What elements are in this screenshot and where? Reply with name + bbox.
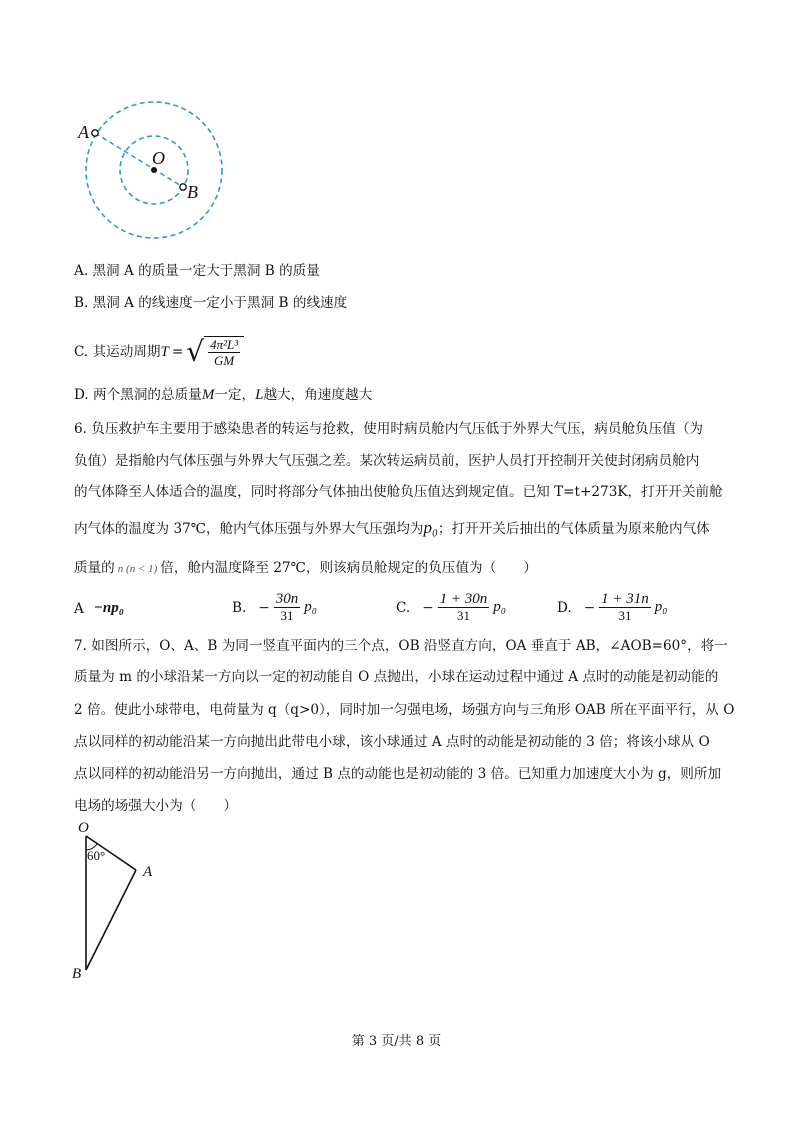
- q5-option-c: [74, 332, 244, 372]
- q6-option-d-frac: [599, 592, 651, 623]
- label-a: A: [143, 864, 153, 880]
- q6-option-c-frac: [438, 592, 490, 623]
- triangle-figure: [68, 818, 168, 983]
- q6-line-5b: 倍，舱内温度降至 27℃，则该病员舱规定的负压值为（ ）: [160, 560, 537, 576]
- q6-n: n (n < 1): [117, 563, 158, 575]
- q6-option-b-sign: −: [258, 599, 270, 616]
- q6-option-b-p: p₀: [304, 599, 317, 615]
- q6-option-c: [396, 592, 506, 623]
- q6-line-4a: 内气体的温度为 37℃，舱内气体压强与外界大气压强均为: [74, 521, 424, 537]
- q6-line-4: [74, 518, 710, 539]
- q6-line-2: 负值）是指舱内气体压强与外界大气压强之差。某次转运病员前，医护人员打开控制开关使封闭病员舱内: [74, 453, 700, 469]
- q5-option-d: [74, 385, 372, 405]
- q6-line-3: 的气体降至人体适合的温度，同时将部分气体抽出使舱负压值达到规定值。已知 T=t+273K，打开开关前舱: [74, 484, 723, 500]
- connecting-line: [95, 133, 183, 187]
- q6-option-b-label: B.: [232, 599, 247, 616]
- q5-option-d-1: D. 两个黑洞的总质量: [74, 387, 202, 403]
- q6-option-d-num: 1 + 31n: [601, 591, 649, 607]
- q6-option-d-label: D.: [557, 599, 572, 616]
- period-den: GM: [214, 353, 235, 368]
- period-num: 4π²L³: [210, 337, 239, 352]
- q6-option-c-p: p₀: [493, 599, 506, 615]
- q5-option-d-m: M: [201, 387, 215, 403]
- q5-option-a: A. 黑洞 A 的质量一定大于黑洞 B 的质量: [74, 263, 320, 279]
- label-b: B: [72, 966, 82, 982]
- segment-ab: [86, 870, 136, 970]
- q6-option-c-num: 1 + 30n: [439, 591, 488, 607]
- q6-option-c-label: C.: [396, 599, 411, 616]
- label-o: O: [78, 820, 89, 836]
- q6-option-d-den: 31: [618, 608, 632, 623]
- q6-option-b: [232, 592, 317, 623]
- period-fraction: [208, 337, 240, 368]
- q6-line-4b: ；打开开关后抽出的气体质量为原来舱内气体: [437, 521, 710, 537]
- q6-line-5a: 质量的: [74, 560, 115, 576]
- label-a: A: [78, 122, 89, 142]
- page-footer: 第 3 页/共 8 页: [351, 1034, 442, 1049]
- sqrt-sign: √: [186, 335, 205, 368]
- q7-line-6: 电场的场强大小为（ ）: [74, 798, 238, 814]
- q6-option-a-expr: −np₀: [93, 600, 124, 616]
- q5-option-c-eq: =: [171, 344, 184, 360]
- q5-option-d-3: 越大，角速度越大: [263, 387, 373, 403]
- q5-option-b: B. 黑洞 A 的线速度一定小于黑洞 B 的线速度: [74, 295, 348, 311]
- q6-line-1: 6. 负压救护车主要用于感染患者的转运与抢救，使用时病员舱内气压低于外界大气压，病员舱负压值（为: [74, 421, 704, 437]
- black-hole-b: [180, 184, 186, 190]
- q6-option-d-p: p₀: [654, 599, 668, 615]
- q5-option-d-2: 一定，: [214, 387, 256, 403]
- q6-option-b-num: 30n: [275, 591, 299, 607]
- q6-option-d: [557, 592, 667, 623]
- q6-p0: p₀: [423, 518, 438, 537]
- q7-line-1: 7. 如图所示，O、A、B 为同一竖直平面内的三个点，OB 沿竖直方向，OA 垂直于 AB，∠AOB=60°，将一: [74, 638, 728, 654]
- q7-line-5: 点以同样的初动能沿另一方向抛出，通过 B 点的动能也是初动能的 3 倍。已知重力加速度大小为 g，则所加: [74, 766, 722, 782]
- q5-option-c-prefix: C. 其运动周期: [74, 344, 161, 360]
- orbit-figure: [72, 98, 252, 268]
- q7-line-2: 质量为 m 的小球沿某一方向以一定的初动能自 O 点抛出，小球在运动过程中通过 A 点时的动能是初动能的: [74, 669, 719, 685]
- q6-option-c-sign: −: [422, 599, 434, 616]
- q7-line-3: 2 倍。使此小球带电，电荷量为 q（q>0），同时加一匀强电场，场强方向与三角形 OAB 所在平面平行，从 O: [74, 702, 735, 718]
- q6-option-b-den: 31: [280, 608, 294, 623]
- q6-option-a: [74, 600, 124, 617]
- label-o: O: [152, 148, 165, 168]
- label-angle: 60°: [87, 848, 106, 863]
- q5-option-d-l: L: [255, 387, 264, 403]
- q6-option-a-label: A: [74, 600, 84, 617]
- q5-option-c-t: T: [160, 344, 169, 360]
- q6-option-c-den: 31: [456, 608, 470, 623]
- sqrt-body: [204, 336, 244, 368]
- label-b: B: [187, 182, 198, 202]
- q6-line-5: [74, 558, 537, 579]
- black-hole-a: [92, 130, 98, 136]
- q7-line-4: 点以同样的初动能沿某一方向抛出此带电小球，该小球通过 A 点时的动能是初动能的 3 倍；将该小球从 O: [74, 734, 710, 750]
- q6-option-d-sign: −: [583, 599, 596, 616]
- q6-option-b-frac: [274, 592, 301, 623]
